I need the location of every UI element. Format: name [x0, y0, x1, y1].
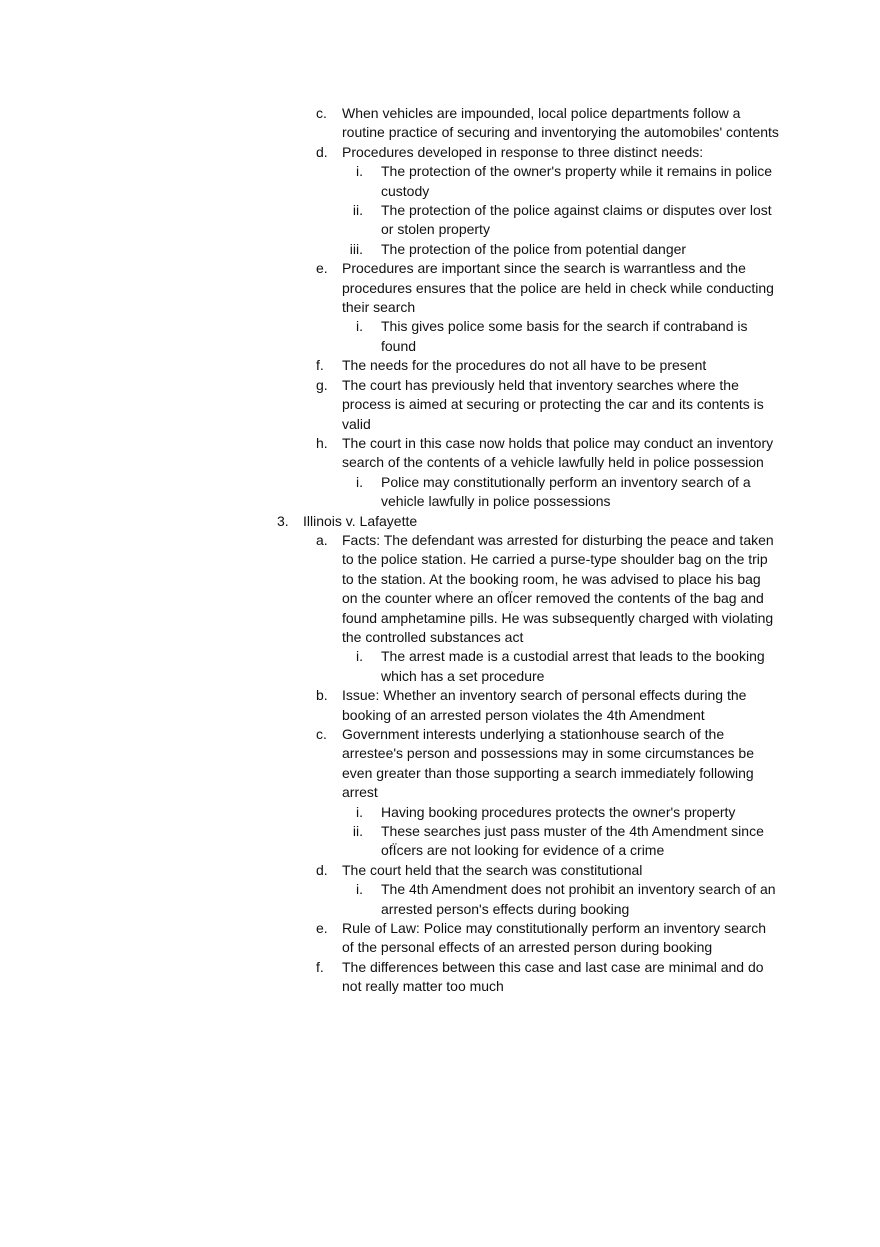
list-marker: i.: [356, 473, 363, 490]
outline-item-level-2: [0, 686, 880, 725]
list-item-text: The court has previously held that inventory searches where the process is aimed at securing or protecting the car and its contents is valid: [342, 376, 764, 432]
outline-item-level-2: [0, 143, 880, 162]
list-item-text: The protection of the police from potential danger: [381, 240, 687, 257]
list-marker: d.: [316, 143, 328, 160]
list-marker: i.: [356, 803, 363, 820]
list-item-text: Police may constitutionally perform an inventory search of a vehicle lawfully in police possessions: [381, 473, 751, 510]
list-marker: d.: [316, 861, 328, 878]
list-item-text: These searches just pass muster of the 4th Amendment since ofÏcers are not looking for evidence of a crime: [381, 823, 764, 859]
outline-item-level-2: [0, 356, 880, 375]
list-marker: i.: [356, 881, 363, 898]
list-item-text: This gives police some basis for the search if contraband is found: [381, 318, 748, 354]
list-marker: ii.: [352, 202, 363, 219]
list-item-text: The protection of the police against claims or disputes over lost or stolen property: [381, 202, 772, 238]
outline-item-level-2: [0, 259, 880, 317]
list-item-text: The differences between this case and last case are minimal and do not really matter too much: [342, 958, 764, 995]
list-marker: iii.: [349, 240, 363, 257]
outline-item-level-3: [0, 647, 880, 686]
list-item-text: When vehicles are impounded, local police departments follow a routine practice of securing and inventorying the automobiles' contents: [342, 105, 779, 141]
outline-item-level-3: [0, 822, 880, 861]
list-item-text: Illinois v. Lafayette: [303, 512, 418, 529]
list-marker: 3.: [277, 512, 289, 529]
list-item-text: Rule of Law: Police may constitutionally perform an inventory search of the personal effects of an arrested person during booking: [342, 920, 767, 956]
list-marker: f.: [316, 357, 324, 374]
outline-item-level-2: [0, 104, 880, 143]
list-item-text: The protection of the owner's property while it remains in police custody: [381, 163, 772, 199]
outline-item-level-2: [0, 434, 880, 473]
list-item-text: The court held that the search was constitutional: [342, 861, 643, 878]
list-item-text: Government interests underlying a stationhouse search of the arrestee's person and possessions may in some circumstances be even greater than those supporting a search immediately following arrest: [342, 726, 754, 801]
list-marker: b.: [316, 687, 328, 704]
list-marker: f.: [316, 958, 324, 975]
list-item-text: Procedures developed in response to three distinct needs:: [342, 143, 704, 160]
list-marker: c.: [316, 726, 327, 742]
list-marker: a.: [316, 531, 328, 548]
outline-item-level-2: [0, 919, 880, 958]
outline-item-level-2: [0, 531, 880, 647]
list-item-text: The 4th Amendment does not prohibit an inventory search of an arrested person's effects during booking: [381, 881, 776, 917]
list-marker: i.: [356, 648, 363, 665]
outline-item-level-3: [0, 240, 880, 259]
outline-item-level-3: [0, 803, 880, 822]
list-item-text: Facts: The defendant was arrested for disturbing the peace and taken to the police station. He carried a purse-type shoulder bag on the trip to the station. At the booking room, he was advised to place his bag on the counter where an ofÏcer removed the contents of the bag and found amphetamine pills. He was subsequently charged with violating the controlled substances act: [342, 531, 774, 645]
list-item-text: The needs for the procedures do not all have to be present: [342, 357, 707, 374]
outline-item-level-3: [0, 473, 880, 512]
list-marker: i.: [356, 163, 363, 180]
list-marker: ii.: [352, 823, 363, 840]
list-item-text: The court in this case now holds that police may conduct an inventory search of the contents of a vehicle lawfully held in police possession: [342, 434, 774, 471]
list-item-text: The arrest made is a custodial arrest that leads to the booking which has a set procedure: [381, 648, 765, 684]
outline-item-level-3: [0, 317, 880, 356]
outline-item-level-3: [0, 162, 880, 201]
outline-list: [0, 104, 880, 997]
list-item-text: Issue: Whether an inventory search of personal effects during the booking of an arrested person violates the 4th Amendment: [342, 687, 747, 723]
outline-item-level-2: [0, 861, 880, 880]
list-item-text: Having booking procedures protects the owner's property: [381, 803, 736, 820]
outline-item-level-2: [0, 725, 880, 803]
outline-item-level-1: [0, 512, 880, 531]
outline-item-level-3: [0, 880, 880, 919]
outline-item-level-2: [0, 958, 880, 997]
list-marker: h.: [316, 434, 328, 451]
list-marker: e.: [316, 260, 328, 277]
list-item-text: Procedures are important since the search is warrantless and the procedures ensures that the police are held in check while conducting their search: [342, 260, 774, 316]
list-marker: e.: [316, 920, 328, 937]
list-marker: i.: [356, 318, 363, 335]
list-marker: g.: [316, 376, 328, 393]
list-marker: c.: [316, 105, 327, 121]
outline-item-level-3: [0, 201, 880, 240]
outline-item-level-2: [0, 376, 880, 434]
